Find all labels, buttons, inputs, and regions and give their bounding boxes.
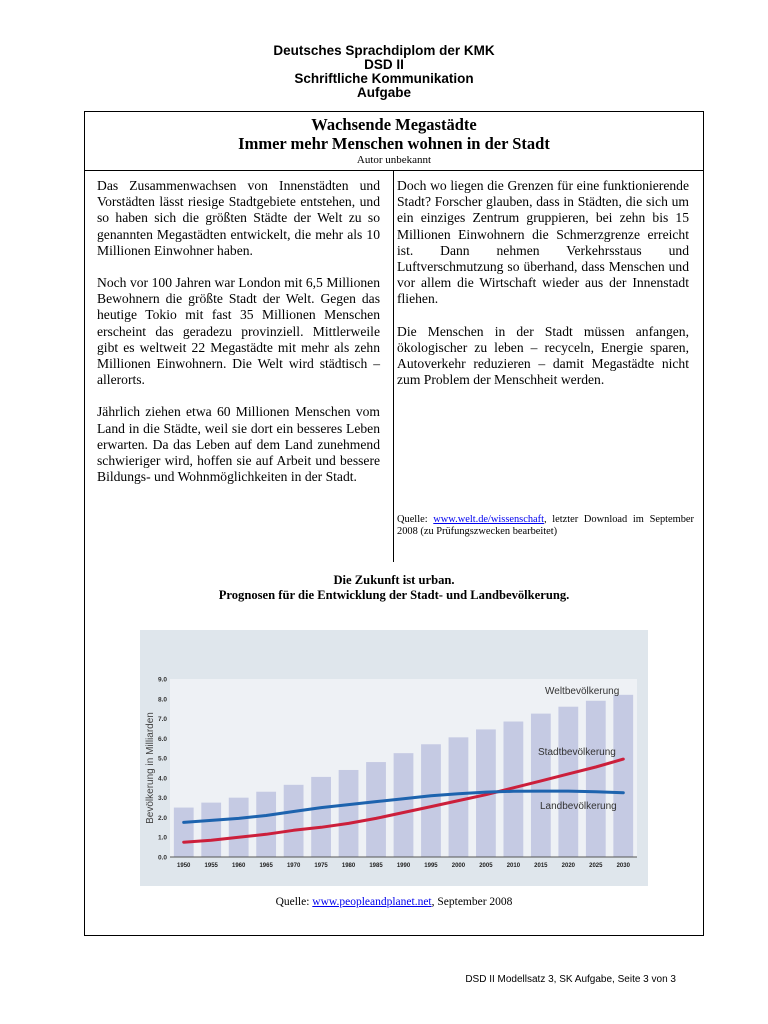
left-paragraph-1: Das Zusammenwachsen von Innenstädten und Vorstädten lässt riesige Stadtgebiete entstehen, und so haben sich die größten Städte der Welt zu so genannten Megastädten entwickelt, die mehr als 10 Millionen Einwohner haben.: [97, 178, 380, 258]
right-paragraph-2: Die Menschen in der Stadt müssen anfangen, ökologischer zu leben – recyceln, Energie sparen, Autoverkehr reduzieren – damit Megastädte nicht zum Problem der Menschheit werden.: [397, 323, 689, 388]
source-2-prefix: Quelle:: [275, 896, 313, 908]
bar-weltbevoelkerung: [339, 770, 359, 857]
source-1-suffix: , letzter Download im September 2008 (zu Prüfungszwecken bearbeitet): [397, 514, 694, 537]
document-frame: [84, 111, 704, 936]
bar-weltbevoelkerung: [449, 737, 469, 857]
x-tick-label: 2030: [616, 863, 630, 869]
left-paragraph-3: Jährlich ziehen etwa 60 Millionen Menschen vom Land in die Städte, weil sie dort ein besseres Leben erwarten. Da das Leben auf dem Land zunehmend schwieriger wird, hoffen sie auf Arbeit und bessere Bildungs- und Wohnmöglichkeiten in der Stadt.: [97, 404, 380, 485]
source-1-prefix: Quelle:: [397, 514, 434, 525]
y-tick-label: 4.0: [157, 775, 167, 783]
left-paragraph-2: Noch vor 100 Jahren war London mit 6,5 Millionen Bewohnern die größte Stadt der Welt. Gegen das heutige Tokio mit fast 35 Millionen Menschen erscheint das geradezu provinziell. Mittlerweile gibt es weltweit 22 Megastädte mit mehr als zehn Millionen Einwohnern. Die Welt wird städtisch – allerorts.: [97, 275, 380, 388]
source-1-link[interactable]: www.welt.de/wissenschaft: [433, 514, 544, 525]
y-tick-label: 7.0: [157, 716, 167, 724]
y-axis-label: Bevölkerung in Milliarden: [145, 712, 156, 824]
left-text-column: [97, 178, 380, 501]
x-tick-label: 1950: [177, 863, 191, 869]
article-title: Wachsende Megastädte: [311, 115, 477, 134]
right-text-column: [397, 178, 689, 404]
header-line-4: Aufgabe: [357, 85, 411, 100]
bar-weltbevoelkerung: [531, 714, 551, 857]
x-tick-label: 1965: [259, 863, 273, 869]
chart-heading-2: Prognosen für die Entwicklung der Stadt- und Landbevölkerung.: [218, 588, 570, 602]
x-tick-label: 1975: [314, 863, 328, 869]
x-tick-label: 1985: [369, 863, 383, 869]
y-tick-label: 5.0: [157, 755, 167, 763]
y-tick-label: 6.0: [157, 735, 167, 743]
series-label: Weltbevölkerung: [545, 686, 620, 697]
x-tick-label: 2020: [561, 863, 576, 869]
x-tick-label: 1955: [204, 863, 218, 869]
bar-weltbevoelkerung: [256, 792, 276, 857]
x-tick-label: 1990: [396, 863, 411, 869]
bar-weltbevoelkerung: [586, 701, 606, 857]
header-line-2: DSD II: [364, 57, 404, 72]
chart-background: [140, 630, 648, 886]
population-chart: [140, 630, 648, 886]
source-2-link[interactable]: www.peopleandplanet.net: [312, 896, 432, 908]
x-tick-label: 1980: [341, 863, 356, 869]
title-box: [85, 112, 703, 171]
x-tick-label: 1970: [286, 863, 301, 869]
chart-heading-1: Die Zukunft ist urban.: [333, 573, 455, 587]
right-paragraph-1: Doch wo liegen die Grenzen für eine funktionierende Stadt? Forscher glauben, dass in Städten, die sich um ein einziges Zentrum gruppieren, bei zehn bis 15 Millionen Einwohnern die Schmerzgrenze erreicht ist. Dann nehmen Verkehrsstaus und Luftverschmutzung so überhand, dass Menschen und vor allem die Wirtschaft wieder aus der Innenstadt fliehen.: [397, 178, 689, 307]
y-tick-label: 8.0: [157, 696, 167, 704]
bar-weltbevoelkerung: [201, 803, 221, 857]
article-subtitle: Immer mehr Menschen wohnen in der Stadt: [238, 134, 550, 153]
x-tick-label: 2010: [506, 863, 521, 869]
bar-weltbevoelkerung: [284, 785, 304, 857]
y-tick-label: 9.0: [157, 676, 167, 684]
column-divider: [393, 170, 394, 562]
bar-weltbevoelkerung: [366, 762, 386, 857]
x-tick-label: 2015: [534, 863, 548, 869]
bar-weltbevoelkerung: [311, 777, 331, 857]
bar-weltbevoelkerung: [394, 753, 414, 857]
x-tick-label: 2005: [479, 863, 493, 869]
y-tick-label: 3.0: [157, 795, 167, 803]
bar-weltbevoelkerung: [558, 707, 578, 857]
bar-weltbevoelkerung: [229, 798, 249, 857]
source-2-suffix: , September 2008: [431, 896, 513, 908]
header-line-3: Schriftliche Kommunikation: [294, 71, 474, 86]
x-tick-label: 1960: [231, 863, 246, 869]
y-tick-label: 1.0: [157, 834, 167, 842]
source-note-2: [85, 896, 703, 909]
source-note-1: [397, 514, 694, 538]
header-line-1: Deutsches Sprachdiplom der KMK: [273, 43, 495, 58]
y-tick-label: 0.0: [157, 854, 167, 862]
series-label: Landbevölkerung: [540, 801, 617, 812]
y-tick-label: 2.0: [157, 814, 167, 822]
x-tick-label: 1995: [424, 863, 438, 869]
bar-weltbevoelkerung: [613, 695, 633, 857]
x-tick-label: 2025: [589, 863, 603, 869]
x-tick-label: 2000: [451, 863, 466, 869]
bar-weltbevoelkerung: [421, 744, 441, 857]
series-label: Stadtbevölkerung: [538, 747, 616, 758]
bar-weltbevoelkerung: [174, 808, 194, 857]
article-author: Autor unbekannt: [356, 154, 432, 166]
page-footer: DSD II Modellsatz 3, SK Aufgabe, Seite 3 von 3: [465, 974, 676, 985]
